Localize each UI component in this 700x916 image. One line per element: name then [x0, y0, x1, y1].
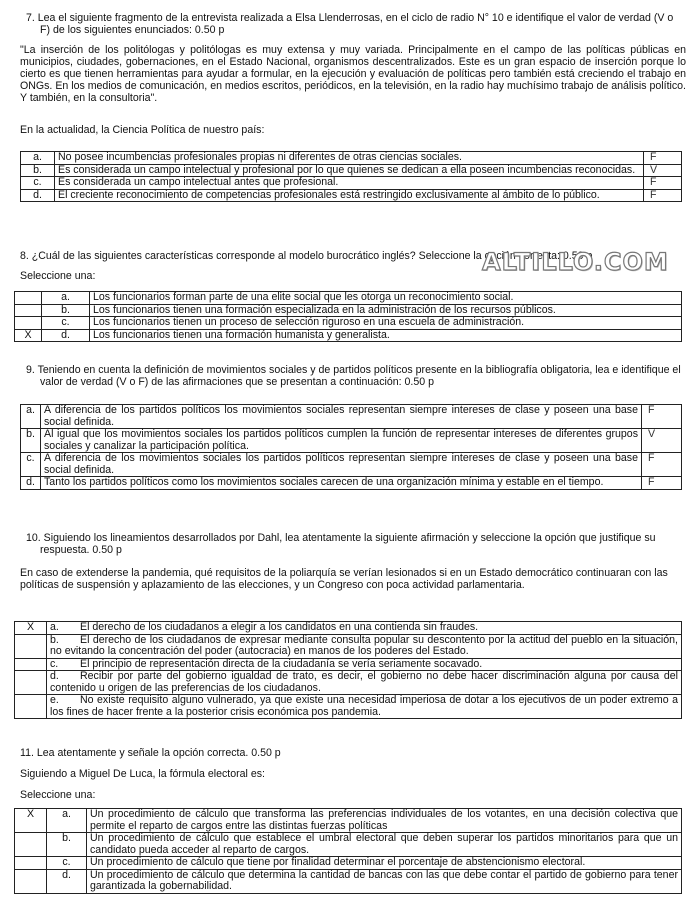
table-row[interactable] — [15, 658, 682, 671]
q8-table — [14, 291, 682, 342]
table-row[interactable] — [15, 292, 682, 305]
option-text: Un procedimiento de cálculo que establece el umbral electoral que deben superar los partidos minoritarios para que un candidato pueda acceder al reparto de cargos. — [87, 833, 682, 857]
q10-prompt: 10. Siguiendo los lineamientos desarrollados por Dahl, lea atentamente la siguiente afirmación y seleccione la opción que justifique su respuesta. 0.50 p — [26, 532, 656, 556]
option-text: Es considerada un campo intelectual antes que profesional. — [55, 177, 644, 190]
option-letter: b. — [42, 304, 90, 317]
answer-mark[interactable] — [15, 869, 47, 893]
answer-mark[interactable] — [15, 671, 47, 695]
table-row — [21, 164, 682, 177]
q7-stem: En la actualidad, la Ciencia Política de nuestro país: — [20, 124, 265, 136]
table-row[interactable] — [15, 634, 682, 658]
option-text: Los funcionarios tienen una formación humanista y generalista. — [90, 329, 682, 342]
q8-select-label: Seleccione una: — [20, 270, 96, 282]
q10-table — [14, 621, 682, 719]
answer-mark[interactable] — [15, 317, 42, 330]
option-letter: c. — [47, 857, 87, 870]
option-letter: b. — [21, 429, 41, 453]
table-row[interactable] — [15, 809, 682, 833]
table-row[interactable] — [15, 833, 682, 857]
truth-value[interactable]: F — [642, 453, 682, 477]
answer-mark[interactable] — [15, 857, 47, 870]
option-text: No posee incumbencias profesionales propias ni diferentes de otras ciencias sociales. — [55, 152, 644, 165]
answer-mark[interactable] — [15, 833, 47, 857]
option-letter: a. — [50, 621, 59, 633]
table-row[interactable] — [15, 622, 682, 635]
table-row — [21, 177, 682, 190]
option-text-body: El derecho de los ciudadanos de expresar mediante consulta popular su descontento por la actitud del pueblo en la situación, no evitando la concentración del poder (autocracia) en manos de los poderes del Estado. — [50, 633, 678, 657]
table-row — [21, 453, 682, 477]
truth-value[interactable]: F — [642, 405, 682, 429]
option-text — [47, 634, 682, 658]
table-row — [21, 189, 682, 202]
q10-stem: En caso de extenderse la pandemia, qué requisitos de la poliarquía se verían lesionados si en un Estado democrático continuaran con las políticas de suspensión y aplazamiento de las elecciones, y un Congreso con poca actividad parlamentaria. — [20, 567, 668, 591]
option-text: Los funcionarios tienen un proceso de selección riguroso en una escuela de administración. — [90, 317, 682, 330]
option-text: A diferencia de los partidos políticos los movimientos sociales representan siempre intereses de clase y poseen una base social definida. — [41, 405, 642, 429]
option-text — [47, 622, 682, 635]
option-text: Los funcionarios tienen una formación especializada en la administración de los recursos públicos. — [90, 304, 682, 317]
table-row[interactable] — [15, 317, 682, 330]
answer-mark[interactable]: X — [15, 809, 47, 833]
answer-mark[interactable]: X — [15, 622, 47, 635]
option-text-body: No existe requisito alguno vulnerado, ya que existe una necesidad imperiosa de dotar a los ejecutivos de un poder extremo a los fines de hacer frente a la posterior crisis económica pos pandemia. — [50, 694, 678, 718]
option-text — [47, 695, 682, 719]
option-letter: c. — [42, 317, 90, 330]
table-row — [21, 429, 682, 453]
table-row — [21, 405, 682, 429]
answer-mark[interactable] — [15, 304, 42, 317]
option-text-body: El principio de representación directa de la ciudadanía se vería seriamente socavado. — [80, 657, 483, 670]
option-text — [47, 658, 682, 671]
table-row[interactable] — [15, 329, 682, 342]
q11-table — [14, 808, 682, 894]
option-letter: d. — [42, 329, 90, 342]
option-text — [47, 671, 682, 695]
option-letter: c. — [50, 657, 59, 670]
option-letter: a. — [42, 292, 90, 305]
q7-prompt: 7. Lea el siguiente fragmento de la entrevista realizada a Elsa Llenderrosas, en el ciclo de radio N° 10 e identifique el valor de verdad (V o F) de los siguientes enunciados: 0.50 p — [26, 12, 674, 36]
answer-mark[interactable] — [15, 695, 47, 719]
table-row[interactable] — [15, 857, 682, 870]
option-letter: a. — [21, 405, 41, 429]
q11-prompt: 11. Lea atentamente y señale la opción correcta. 0.50 p — [20, 747, 281, 759]
option-letter: b. — [47, 833, 87, 857]
option-letter: d. — [21, 189, 55, 202]
table-row[interactable] — [15, 671, 682, 695]
table-row — [21, 152, 682, 165]
option-text-body: Recibir por parte del gobierno igualdad de trato, es decir, el gobierno no debe hacer discriminación alguna por causa del contenido u origen de las preferencias de los ciudadanos. — [50, 670, 678, 694]
truth-value[interactable]: F — [644, 189, 682, 202]
option-text: A diferencia de los movimientos sociales los partidos políticos representan siempre intereses de clase y poseen una base social definida. — [41, 453, 642, 477]
table-row[interactable] — [15, 304, 682, 317]
option-text: Un procedimiento de cálculo que transforma las preferencias individuales de los votantes, en una decisión colectiva que permite el reparto de cargos entre las distintas fuerzas políticas — [87, 809, 682, 833]
answer-mark[interactable] — [15, 292, 42, 305]
q11-stem: Siguiendo a Miguel De Luca, la fórmula electoral es: — [20, 768, 265, 780]
option-letter: c. — [21, 453, 41, 477]
truth-value[interactable]: V — [644, 164, 682, 177]
answer-mark[interactable] — [15, 634, 47, 658]
truth-value[interactable]: F — [644, 152, 682, 165]
option-text: El creciente reconocimiento de competencias profesionales está restringido exclusivamente al ámbito de lo público. — [55, 189, 644, 202]
q8-prompt: 8. ¿Cuál de las siguientes características corresponde al modelo burocrático inglés? Seleccione la opción correcta: 0.50 p — [20, 250, 593, 262]
option-letter: a. — [21, 152, 55, 165]
option-letter: d. — [50, 670, 59, 682]
option-text: Un procedimiento de cálculo que determina la cantidad de bancas con las que debe contar el partido de gobierno para tener garantizada la gobernabilidad. — [87, 869, 682, 893]
answer-mark[interactable]: X — [15, 329, 42, 342]
q9-table — [20, 404, 682, 490]
option-letter: b. — [50, 633, 59, 646]
option-letter: e. — [50, 694, 59, 706]
watermark: ALTILLO.COM — [482, 248, 669, 276]
table-row[interactable] — [15, 695, 682, 719]
answer-mark[interactable] — [15, 658, 47, 671]
option-text-body: El derecho de los ciudadanos a elegir a los candidatos en una contienda sin fraudes. — [80, 621, 479, 633]
table-row — [21, 477, 682, 490]
q9-prompt: 9. Teniendo en cuenta la definición de movimientos sociales y de partidos políticos presente en la bibliografía obligatoria, lea e identifique el valor de verdad (V o F) de las afirmaciones que se presentan a continuación: 0.50 p — [26, 364, 681, 388]
q7-quote: "La inserción de los politólogas y politólogas es muy extensa y muy variada. Principalmente en el campo de las políticas públicas en municipios, ciudades, gobernaciones, en el Estado Nacional, organismos descentralizados. Este es un gran espacio de inserción porque lo cierto es que tienen herramientas para ayudar a formular, en la ejecución y evaluación de políticas pero también está creciendo el trabajo en ONGs. En los medios de comunicación, en medios escritos, periódicos, en la televisión, en la radio hay muchísimo trabajo de análisis político. Y también, en la consultoria". — [20, 44, 686, 104]
option-text: Al igual que los movimientos sociales los partidos políticos cumplen la función de representar intereses de diferentes grupos sociales y canalizar la participación política. — [41, 429, 642, 453]
option-letter: d. — [47, 869, 87, 893]
option-letter: b. — [21, 164, 55, 177]
table-row[interactable] — [15, 869, 682, 893]
truth-value[interactable]: V — [642, 429, 682, 453]
option-text: Los funcionarios forman parte de una elite social que les otorga un reconocimiento social. — [90, 292, 682, 305]
option-text: Un procedimiento de cálculo que tiene por finalidad determinar el porcentaje de abstencionismo electoral. — [87, 857, 682, 870]
q11-select-label: Seleccione una: — [20, 789, 96, 801]
option-letter: d. — [21, 477, 41, 490]
option-letter: a. — [47, 809, 87, 833]
q7-table — [20, 151, 682, 202]
truth-value[interactable]: F — [644, 177, 682, 190]
truth-value[interactable]: F — [642, 477, 682, 490]
option-text: Tanto los partidos políticos como los movimientos sociales carecen de una organización mínima y estable en el tiempo. — [41, 477, 642, 490]
option-letter: c. — [21, 177, 55, 190]
option-text: Es considerada un campo intelectual y profesional por lo que quienes se dedican a ella poseen incumbencias reconocidas. — [55, 164, 644, 177]
